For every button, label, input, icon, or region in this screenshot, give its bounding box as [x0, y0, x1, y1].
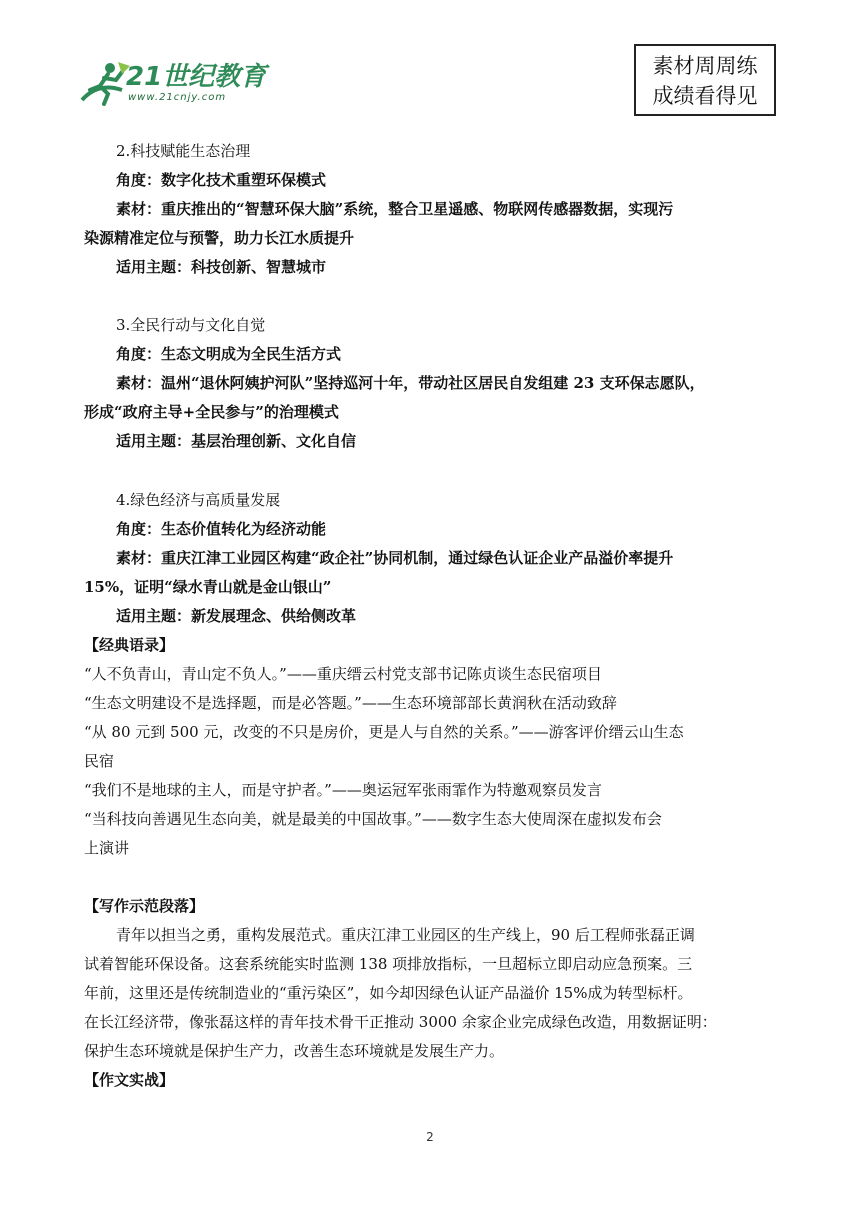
quote-item: “从 80 元到 500 元，改变的不只是房价，更是人与自然的关系。”——游客评价缙云山生态: [84, 723, 684, 741]
logo-url: www.21cnjy.com: [128, 92, 227, 103]
slogan-box: [634, 44, 776, 116]
section-material: 素材：重庆推出的“智慧环保大脑”系统，整合卫星遥感、物联网传感器数据，实现污: [116, 200, 674, 218]
sample-line: 青年以担当之勇，重构发展范式。重庆江津工业园区的生产线上，90 后工程师张磊正调: [116, 926, 695, 944]
quote-item: “生态文明建设不是选择题，而是必答题。”——生态环境部部长黄润秋在活动致辞: [84, 694, 617, 712]
practice-heading: 【作文实战】: [84, 1071, 175, 1089]
sample-line: 年前，这里还是传统制造业的“重污染区”，如今却因绿色认证产品溢价 15%成为转型标杆。: [84, 984, 693, 1002]
section-angle: 角度：数字化技术重塑环保模式: [116, 171, 327, 189]
slogan-line-1: 素材周周练: [652, 54, 758, 78]
sample-heading: 【写作示范段落】: [84, 897, 205, 915]
section-material-cont: 形成“政府主导+全民参与”的治理模式: [84, 403, 339, 421]
section-themes: 适用主题：科技创新、智慧城市: [116, 258, 327, 276]
quote-item-cont: 上演讲: [84, 839, 130, 857]
quote-item: “人不负青山，青山定不负人。”——重庆缙云村党支部书记陈贞谈生态民宿项目: [84, 665, 602, 683]
quotes-heading: 【经典语录】: [84, 636, 175, 654]
section-material: 素材：温州“退休阿姨护河队”坚持巡河十年，带动社区居民自发组建 23 支环保志愿队，: [116, 374, 705, 392]
section-themes: 适用主题：基层治理创新、文化自信: [116, 432, 357, 450]
logo-text: 21世纪教育: [126, 62, 267, 92]
section-material: 素材：重庆江津工业园区构建“政企社”协同机制，通过绿色认证企业产品溢价率提升: [116, 549, 674, 567]
section-title: 3.全民行动与文化自觉: [116, 316, 266, 334]
section-angle: 角度：生态文明成为全民生活方式: [116, 345, 342, 363]
slogan-line-2: 成绩看得见: [652, 84, 758, 108]
page-number: 2: [426, 1130, 434, 1144]
section-title: 2.科技赋能生态治理: [116, 142, 251, 160]
quote-item-cont: 民宿: [84, 752, 115, 770]
quote-item: “我们不是地球的主人，而是守护者。”——奥运冠军张雨霏作为特邀观察员发言: [84, 781, 602, 799]
section-themes: 适用主题：新发展理念、供给侧改革: [116, 607, 357, 625]
section-angle: 角度：生态价值转化为经济动能: [116, 520, 327, 538]
section-title: 4.绿色经济与高质量发展: [116, 491, 281, 509]
sample-line: 试着智能环保设备。这套系统能实时监测 138 项排放指标，一旦超标立即启动应急预案。三: [84, 955, 693, 973]
section-material-cont: 15%，证明“绿水青山就是金山银山”: [84, 578, 332, 596]
section-material-cont: 染源精准定位与预警，助力长江水质提升: [84, 229, 355, 247]
sample-line: 在长江经济带，像张磊这样的青年技术骨干正推动 3000 余家企业完成绿色改造，用数据证明：: [84, 1013, 717, 1031]
quote-item: “当科技向善遇见生态向美，就是最美的中国故事。”——数字生态大使周深在虚拟发布会: [84, 810, 662, 828]
sample-line: 保护生态环境就是保护生产力，改善生态环境就是发展生产力。: [84, 1042, 505, 1060]
